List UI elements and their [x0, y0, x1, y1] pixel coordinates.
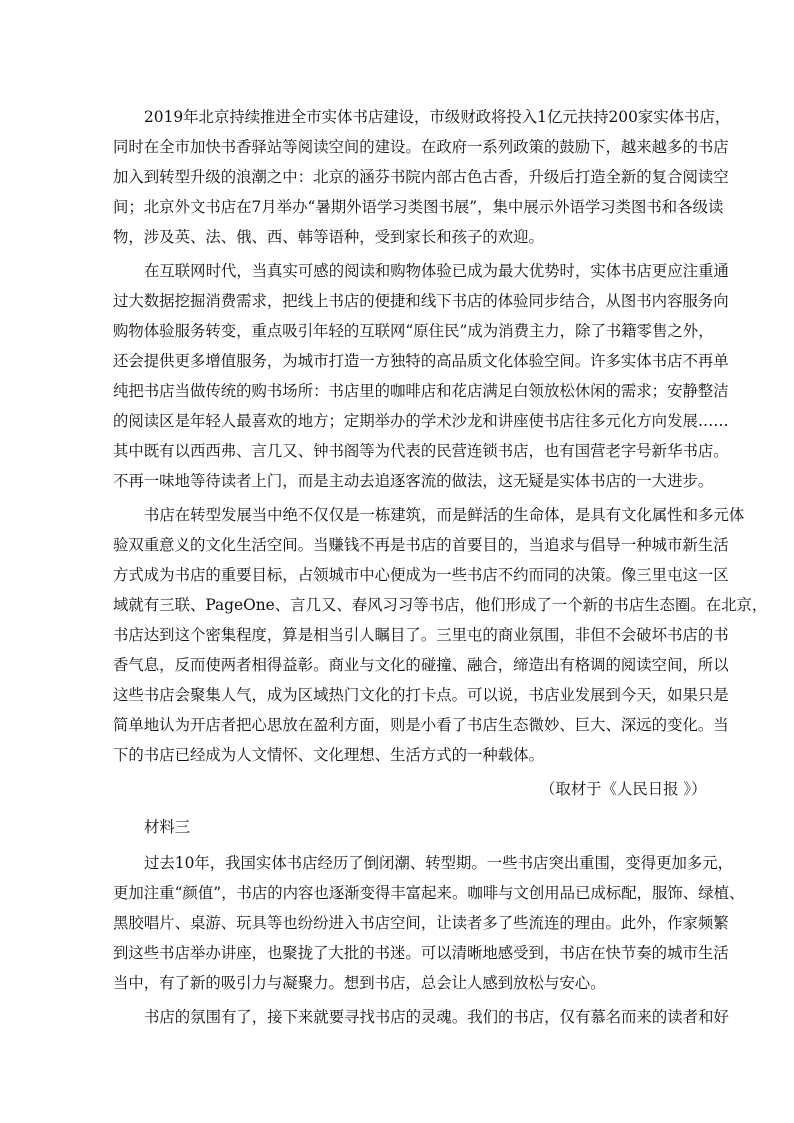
text-line: 在互联网时代，当真实可感的阅读和购物体验已成为最大优势时，实体书店更应注重通	[144, 262, 729, 280]
text-line: 简单地认为开店者把心思放在盈利方面，则是小看了书店生态微妙、巨大、深远的变化。当	[113, 716, 729, 734]
text-line: 方式成为书店的重要目标，占领城市中心便成为一些书店不约而同的决策。像三里屯这一区	[113, 566, 729, 584]
text-line: 过去10年，我国实体书店经历了倒闭潮、转型期。一些书店突出重围，变得更加多元，	[144, 854, 734, 872]
text-line: 不再一味地等待读者上门，而是主动去追逐客流的做法，这无疑是实体书店的一大进步。	[113, 472, 714, 490]
text-line: 物，涉及英、法、俄、西、韩等语种，受到家长和孩子的欢迎。	[113, 228, 544, 246]
section-title: 材料三	[144, 818, 191, 836]
text-line: 书店达到这个密集程度，算是相当引人瞩目了。三里屯的商业氛围，非但不会破坏书店的书	[113, 626, 729, 644]
text-line: 更加注重“颜值”，书店的内容也逐渐变得丰富起来。咖啡与文创用品已成标配，服饰、绿植、	[113, 884, 745, 902]
text-line: 到这些书店举办讲座，也聚拢了大批的书迷。可以清晰地感受到，书店在快节奏的城市生活	[113, 944, 729, 962]
text-line: 间；北京外文书店在7月举办“暑期外语学习类图书展”，集中展示外语学习类图书和各级读	[113, 198, 724, 216]
source-citation: （取材于《人民日报 》）	[540, 780, 707, 798]
text-line: 下的书店已经成为人文情怀、文化理想、生活方式的一种载体。	[113, 746, 544, 764]
text-line: 纯把书店当做传统的购书场所：书店里的咖啡店和花店满足白领放松休闲的需求；安静整洁	[113, 382, 729, 400]
text-line: 当中，有了新的吸引力与凝聚力。想到书店，总会让人感到放松与安心。	[113, 974, 606, 992]
text-line: 过大数据挖掘消费需求，把线上书店的便捷和线下书店的体验同步结合，从图书内容服务向	[113, 292, 729, 310]
text-line: 验双重意义的文化生活空间。当赚钱不再是书店的首要目的，当追求与倡导一种城市新生活	[113, 536, 729, 554]
text-line: 购物体验服务转变，重点吸引年轻的互联网“原住民”成为消费主力，除了书籍零售之外，	[113, 322, 714, 340]
text-line: 域就有三联、PageOne、言几又、春风习习等书店，他们形成了一个新的书店生态圈。在北京，	[113, 596, 768, 614]
text-line: 加入到转型升级的浪潮之中：北京的涵芬书院内部古色古香，升级后打造全新的复合阅读空	[113, 168, 729, 186]
text-line: 黑胶唱片、桌游、玩具等也纷纷进入书店空间，让读者多了些流连的理由。此外，作家频繁	[113, 914, 729, 932]
text-line: 的阅读区是年轻人最喜欢的地方；定期举办的学术沙龙和讲座使书店往多元化方向发展……	[113, 412, 729, 430]
text-line: 书店在转型发展当中绝不仅仅是一栋建筑，而是鲜活的生命体，是具有文化属性和多元体	[144, 506, 745, 524]
text-line: 还会提供更多增值服务，为城市打造一方独特的高品质文化体验空间。许多实体书店不再单	[113, 352, 729, 370]
text-line: 2019年北京持续推进全市实体书店建设，市级财政将投入1亿元扶持200家实体书店，	[144, 108, 731, 126]
text-line: 其中既有以西西弗、言几又、钟书阁等为代表的民营连锁书店，也有国营老字号新华书店。	[113, 442, 729, 460]
text-line: 这些书店会聚集人气，成为区域热门文化的打卡点。可以说，书店业发展到今天，如果只是	[113, 686, 729, 704]
text-line: 同时在全市加快书香驿站等阅读空间的建设。在政府一系列政策的鼓励下，越来越多的书店	[113, 138, 729, 156]
text-line: 书店的氛围有了，接下来就要寻找书店的灵魂。我们的书店，仅有慕名而来的读者和好	[144, 1008, 729, 1026]
text-line: 香气息，反而使两者相得益彰。商业与文化的碰撞、融合，缔造出有格调的阅读空间，所以	[113, 656, 729, 674]
